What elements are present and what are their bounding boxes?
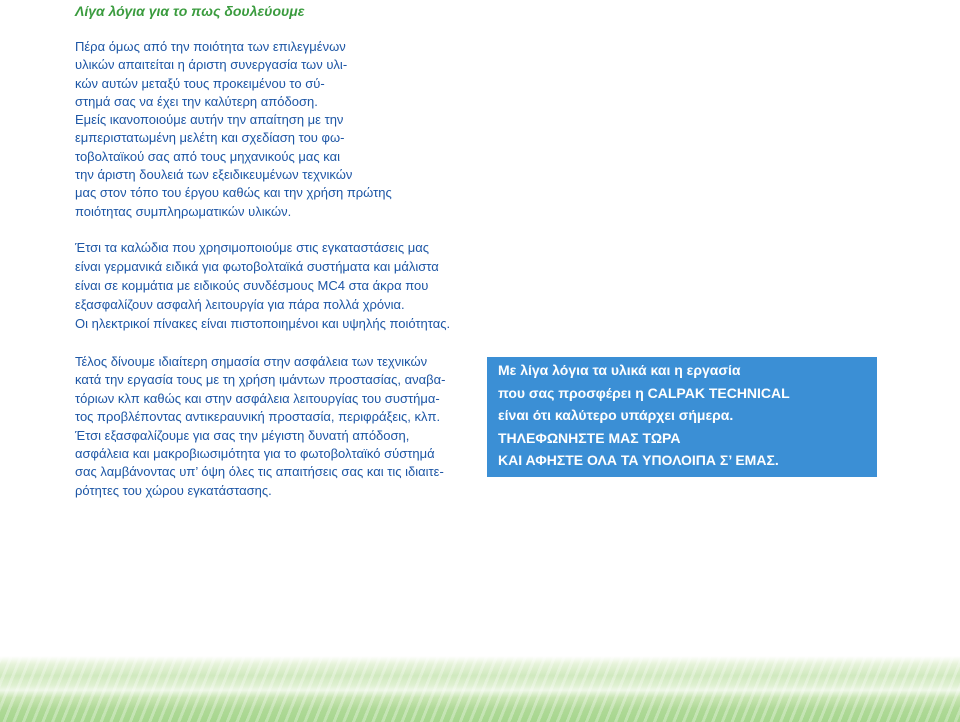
text-line: τόριων κλπ καθώς και στην ασφάλεια λειτουργίας του συστήμα- [75, 390, 440, 406]
text-line: ασφάλεια και μακροβιωσιμότητα για το φωτοβολταϊκό σύστημά [75, 446, 435, 462]
text-line: Έτσι τα καλώδια που χρησιμοποιούμε στις εγκαταστάσεις μας [75, 239, 429, 255]
paragraph-safety [75, 353, 445, 500]
callout-line: Με λίγα λόγια τα υλικά και η εργασία [498, 362, 741, 378]
text-line: Πέρα όμως από την ποιότητα των επιλεγμένων [75, 39, 346, 54]
callout-call-to-action: ΤΗΛΕΦΩΝΗΣΤΕ ΜΑΣ ΤΩΡΑ [498, 429, 681, 446]
text-line: σας λαμβάνοντας υπ’ όψη όλες τις απαιτήσεις σας και τις ιδιαιτε- [75, 464, 444, 480]
text-line: Τέλος δίνουμε ιδιαίτερη σημασία στην ασφάλεια των τεχνικών [75, 354, 428, 369]
text-line: κατά την εργασία τους με τη χρήση ιμάντων προστασίας, αναβα- [75, 372, 446, 388]
text-line: τοβολταϊκού σας από τους μηχανικούς μας και [75, 148, 340, 164]
callout-line: είναι ότι καλύτερο υπάρχει σήμερα. [498, 407, 734, 423]
callout-line: που σας προσφέρει η CALPAK TECHNICAL [498, 384, 790, 401]
text-line: κών αυτών μεταξύ τους προκειμένου το σύ- [75, 75, 325, 91]
text-line: είναι σε κομμάτια με ειδικούς συνδέσμους MC4 στα άκρα που [75, 277, 429, 293]
paragraph-cables [75, 238, 450, 333]
callout-box [487, 357, 877, 477]
text-line: τος προβλέποντας αντικεραυνική προστασία, περιφράξεις, κλπ. [75, 409, 441, 425]
section-heading: Λίγα λόγια για το πως δουλεύουμε [75, 3, 305, 19]
text-line: εμπεριστατωμένη μελέτη και σχεδίαση του φω- [75, 130, 345, 146]
footer-stripe-band [0, 656, 960, 722]
callout-call-to-action: ΚΑΙ ΑΦΗΣΤΕ ΟΛΑ ΤΑ ΥΠΟΛΟΙΠΑ Σ’ ΕΜΑΣ. [498, 452, 779, 468]
text-line: Εμείς ικανοποιούμε αυτήν την απαίτηση με την [75, 112, 344, 128]
text-line: στημά σας να έχει την καλύτερη απόδοση. [75, 93, 318, 109]
paragraph-materials [75, 38, 392, 221]
text-line: υλικών απαιτείται η άριστη συνεργασία των υλι- [75, 57, 348, 73]
text-line: Οι ηλεκτρικοί πίνακες είναι πιστοποιημένοι και υψηλής ποιότητας. [75, 315, 451, 331]
text-line: ποιότητας συμπληρωματικών υλικών. [75, 203, 292, 219]
text-line: Έτσι εξασφαλίζουμε για σας την μέγιστη δυνατή απόδοση, [75, 427, 410, 443]
text-line: είναι γερμανικά ειδικά για φωτοβολταϊκά συστήματα και μάλιστα [75, 258, 439, 274]
text-line: ρότητες του χώρου εγκατάστασης. [75, 482, 272, 498]
text-line: την άριστη δουλειά των εξειδικευμένων τεχνικών [75, 167, 353, 183]
text-line: μας στον τόπο του έργου καθώς και την χρήση πρώτης [75, 185, 392, 201]
text-line: εξασφαλίζουν ασφαλή λειτουργία για πάρα πολλά χρόνια. [75, 296, 405, 312]
